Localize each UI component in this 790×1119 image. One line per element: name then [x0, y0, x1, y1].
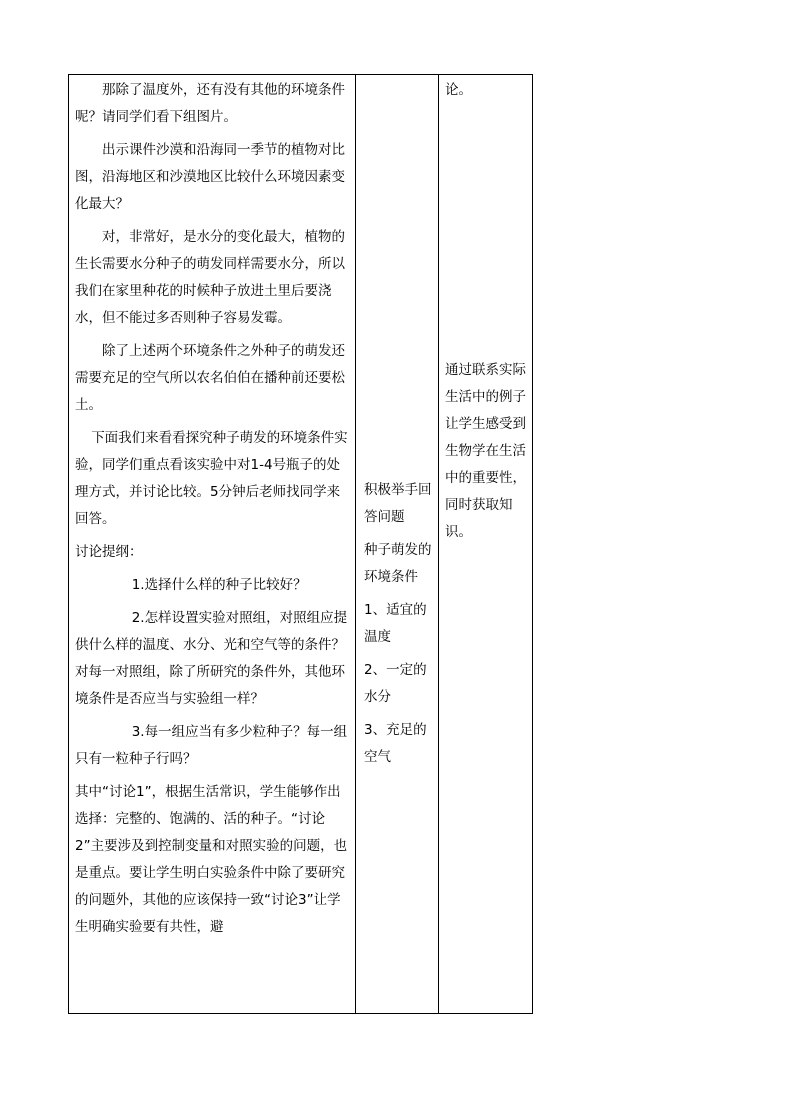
student-activity-cell	[356, 75, 439, 1014]
student-response: 积极举手回答问题	[364, 482, 432, 525]
table-row	[69, 75, 533, 1014]
paragraph: 对，非常好，是水分的变化最大，植物的生长需要水分种子的萌发同样需要水分，所以我们在家里种花的时候种子放进土里后要浇水，但不能过多否则种子容易发霉。	[75, 229, 345, 326]
discussion-question-1: 1.选择什么样的种子比较好？	[131, 577, 307, 593]
paragraph: 下面我们来看看探究种子萌发的环境条件实验，同学们重点看该实验中对1-4号瓶子的处理方式，并讨论比较。5分钟后老师找同学来回答。	[75, 430, 348, 527]
lesson-plan-table	[68, 74, 533, 1014]
design-intent-cell	[439, 75, 533, 1014]
discussion-question-3: 3.每一组应当有多少粒种子？每一组只有一粒种子行吗？	[75, 724, 348, 767]
design-note: 论。	[445, 82, 472, 98]
teacher-activity-cell	[69, 75, 356, 1014]
condition-1: 1、适宜的温度	[364, 602, 427, 645]
paragraph: 那除了温度外，还有没有其他的环境条件呢？请同学们看下组图片。	[75, 82, 345, 125]
paragraph: 其中“讨论1”，根据生活常识，学生能够作出选择：完整的、饱满的、活的种子。“讨论2”主要涉及到控制变量和对照实验的问题，也是重点。要让学生明白实验条件中除了要研究的问题外，其他的应该保持一致“讨论3”让学生明确实验要有共性，避	[75, 784, 348, 935]
discussion-outline-heading: 讨论提纲：	[75, 544, 143, 560]
design-note: 通过联系实际生活中的例子让学生感受到生物学在生活中的重要性，同时获取知识。	[445, 362, 526, 540]
paragraph: 出示课件沙漠和沿海同一季节的植物对比图，沿海地区和沙漠地区比较什么环境因素变化最大？	[75, 142, 345, 212]
condition-2: 2、一定的水分	[364, 662, 427, 705]
discussion-question-2: 2.怎样设置实验对照组，对照组应提供什么样的温度、水分、光和空气等的条件？对每一对照组，除了所研究的条件外，其他环境条件是否应当与实验组一样？	[75, 610, 348, 707]
paragraph: 除了上述两个环境条件之外种子的萌发还需要充足的空气所以农名伯伯在播种前还要松土。	[75, 343, 345, 413]
student-response: 种子萌发的环境条件	[364, 542, 432, 585]
condition-3: 3、充足的空气	[364, 722, 427, 765]
